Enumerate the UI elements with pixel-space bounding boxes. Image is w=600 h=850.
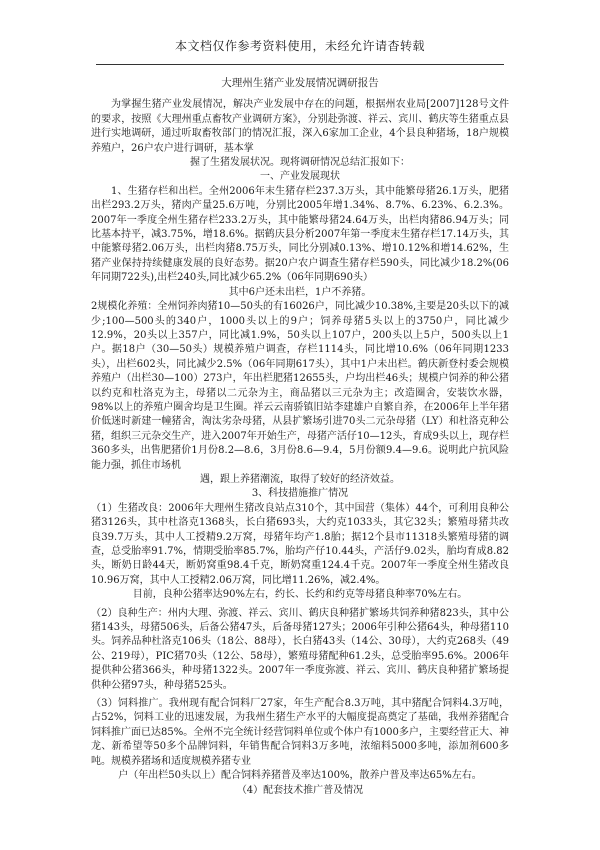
header-rule <box>96 64 504 65</box>
header-notice: 本文档仅作参考资料使用，未经允许请杳转载 <box>174 39 425 53</box>
paragraph-scale-farming-end: 遇，跟上养猪潮流，取得了较好的经济效益。 <box>200 473 400 485</box>
section-heading-1: 一、产业发展现状 <box>260 171 340 183</box>
paragraph-livestock-stock: 1、生猪存栏和出栏。全州2006年末生猪存栏237.3万头，其中能繁母猪26.1万头，肥猪出栏293.2万头，猪肉产量25.6万吨，分别比2005年增1.34%、8.7%、6.23%、6.2.3%。2007年一季度全州生猪存栏233.2万头，其中能繁母猪24.64万头，出栏肉猪86.94万头；同比基本持平，减3.75%，增18.6%。据鹤庆县分析2007年第一季度末生猪存栏17.14万头，其中能繁母猪2.06万头，出栏肉猪8.75万头，同比分别减0.13%、增10.12%和增14.62%，生猪产业保持持续健康发展的良好态势。据20户农户调查生猪存栏590头，同比减少18.2%(06年同期722头),出栏240头,同比减少65.2%（06年同期690头） <box>91 185 509 284</box>
page-header <box>0 0 600 66</box>
paragraph-feed-promotion: （3）饲料推广。我州现有配合饲料厂27家，年生产配合8.3万吨，其中猪配合饲料4.3万吨，占52%，饲料工业的迅速发展，为我州生猪生产水平的大幅度提高奠定了基础，我州养猪配合饲料推广面已达85%。全州不完全统计经营饲料单位或个体户有1000多户，主要经营正大、神龙、新希望等50多个品牌饲料，年销售配合饲料3万多吨，浓缩料5000多吨，添加剂600多吨。规模养猪场和适度规模养猪专业 <box>91 698 509 767</box>
paragraph-scale-farming: 2规模化养殖：全州饲养肉猪10—50头的有16026户，同比减少10.38%,主要是20头以下的减少;100—500头的340户，1000头以上的9户；饲养母猪5头以上的3750户，同比减少12.9%，20头以上357户，同比减1.9%，50头以上107户，200头以上5户，500头以上1户。据18户（30—50头）规模养殖户调查，存栏1114头，同比增10.6%（06年同期1233头），出栏602头，同比减少2.5%（06年同期617头），其中1户未出栏。鹤庆新登村委会规模养殖户（出栏30—100）273户，年出栏肥猪12655头，户均出栏46头；规模户饲养的种公猪以约克和杜洛克为主，母猪以二元杂为主，商品猪以三元杂为主；改造圈舍，安装饮水器，98%以上的养殖户圈舍均是卫生圈。祥云云南骄镇旧站李建雄户自繁自养，在2006年上半年猪价低迷时新建一幢猪舍，淘汰劣杂母猪，从县扩繁场引进70头二元杂母猪（LY）和杜洛克种公猪，组织三元杂交生产，进入2007年开始生产，母猪产活仔10—12头，育成9头以上，现存栏360多头，出售肥猪价1月份8.2—8.6，3月份8.6—9.4，5月份额9.4—9.6。说明此户抗风险能力强，抓住市场机 <box>91 301 509 471</box>
document-title: 大理州生猪产业发展情况调研报告 <box>221 77 379 89</box>
paragraph-breed-improvement: （1）生猪改良：2006年大理州生猪改良站点310个，其中国营（集体）44个，可利用良种公猪3126头，其中杜洛克1368头，长白猪693头，大约克1033头，其它32头；繁殖母猪共改良39.7万头，其中人工授精9.2万窝，母猪年均产1.8胎；据12个县市11318头繁殖母猪的调查，总受胎率91.7%，情期受胎率85.7%，胎均产仔10.44头，产活仔9.02头，胎均育成8.82头，断奶日龄44天，断奶窝重98.4千克，断奶窝重124.4千克。2007年一季度全州生猪改良10.96万窝，其中人工授精2.06万窝，同比增11.26%，减2.4%。 <box>91 502 509 586</box>
intro-paragraph: 为掌握生猪产业发展情况，解决产业发展中存在的问题，根据州农业局[2007]128号文件的要求，按照《大理州重点畜牧产业调研方案》，分别赴弥渡、祥云、宾川、鹤庆等生猪重点县进行实地调研，通过听取畜牧部门的情况汇报，深入6家加工企业，4个县良种猪场，18户规模养殖户，26户农户进行调研，基本掌 <box>91 99 509 154</box>
paragraph-breed-improvement-end: 目前，良种公猪率达90%左右，约长、长约和约克等母猪良种率70%左右。 <box>132 589 468 601</box>
paragraph-livestock-stock-end: 其中6户还未出栏，1户不养猪。 <box>228 286 372 298</box>
section-heading-3: 3、科技措施推广情况 <box>251 488 349 500</box>
intro-paragraph-end: 握了生猪发展状况。现将调研情况总结汇报如下： <box>190 157 410 169</box>
document-body <box>91 72 509 798</box>
paragraph-tech-promotion: （4）配套技术推广普及情况 <box>236 784 364 796</box>
paragraph-breed-production: （2）良种生产：州内大理、弥渡、祥云、宾川、鹤庆良种猪扩繁场共饲养种猪823头，其中公猪143头，母猪506头，后备公猪47头，后备母猪127头；2006年引种公猪64头，种母猪110头。饲养品种杜洛克106头（18公、88母），长白猪43头（14公、30母），大约克268头（49公、219母），PIC猪70头（12公、58母），繁殖母猪配种61.2头，总受胎率95.6%。2006年提供种公猪366头，种母猪1322头。2007年一季度弥渡、祥云、宾川、鹤庆良种猪扩繁场提供种公猪97头，种母猪525头。 <box>91 607 509 691</box>
paragraph-feed-promotion-end: 户（年出栏50头以上）配合饲料养猪普及率达100%，散养户普及率达65%左右。 <box>118 770 482 782</box>
